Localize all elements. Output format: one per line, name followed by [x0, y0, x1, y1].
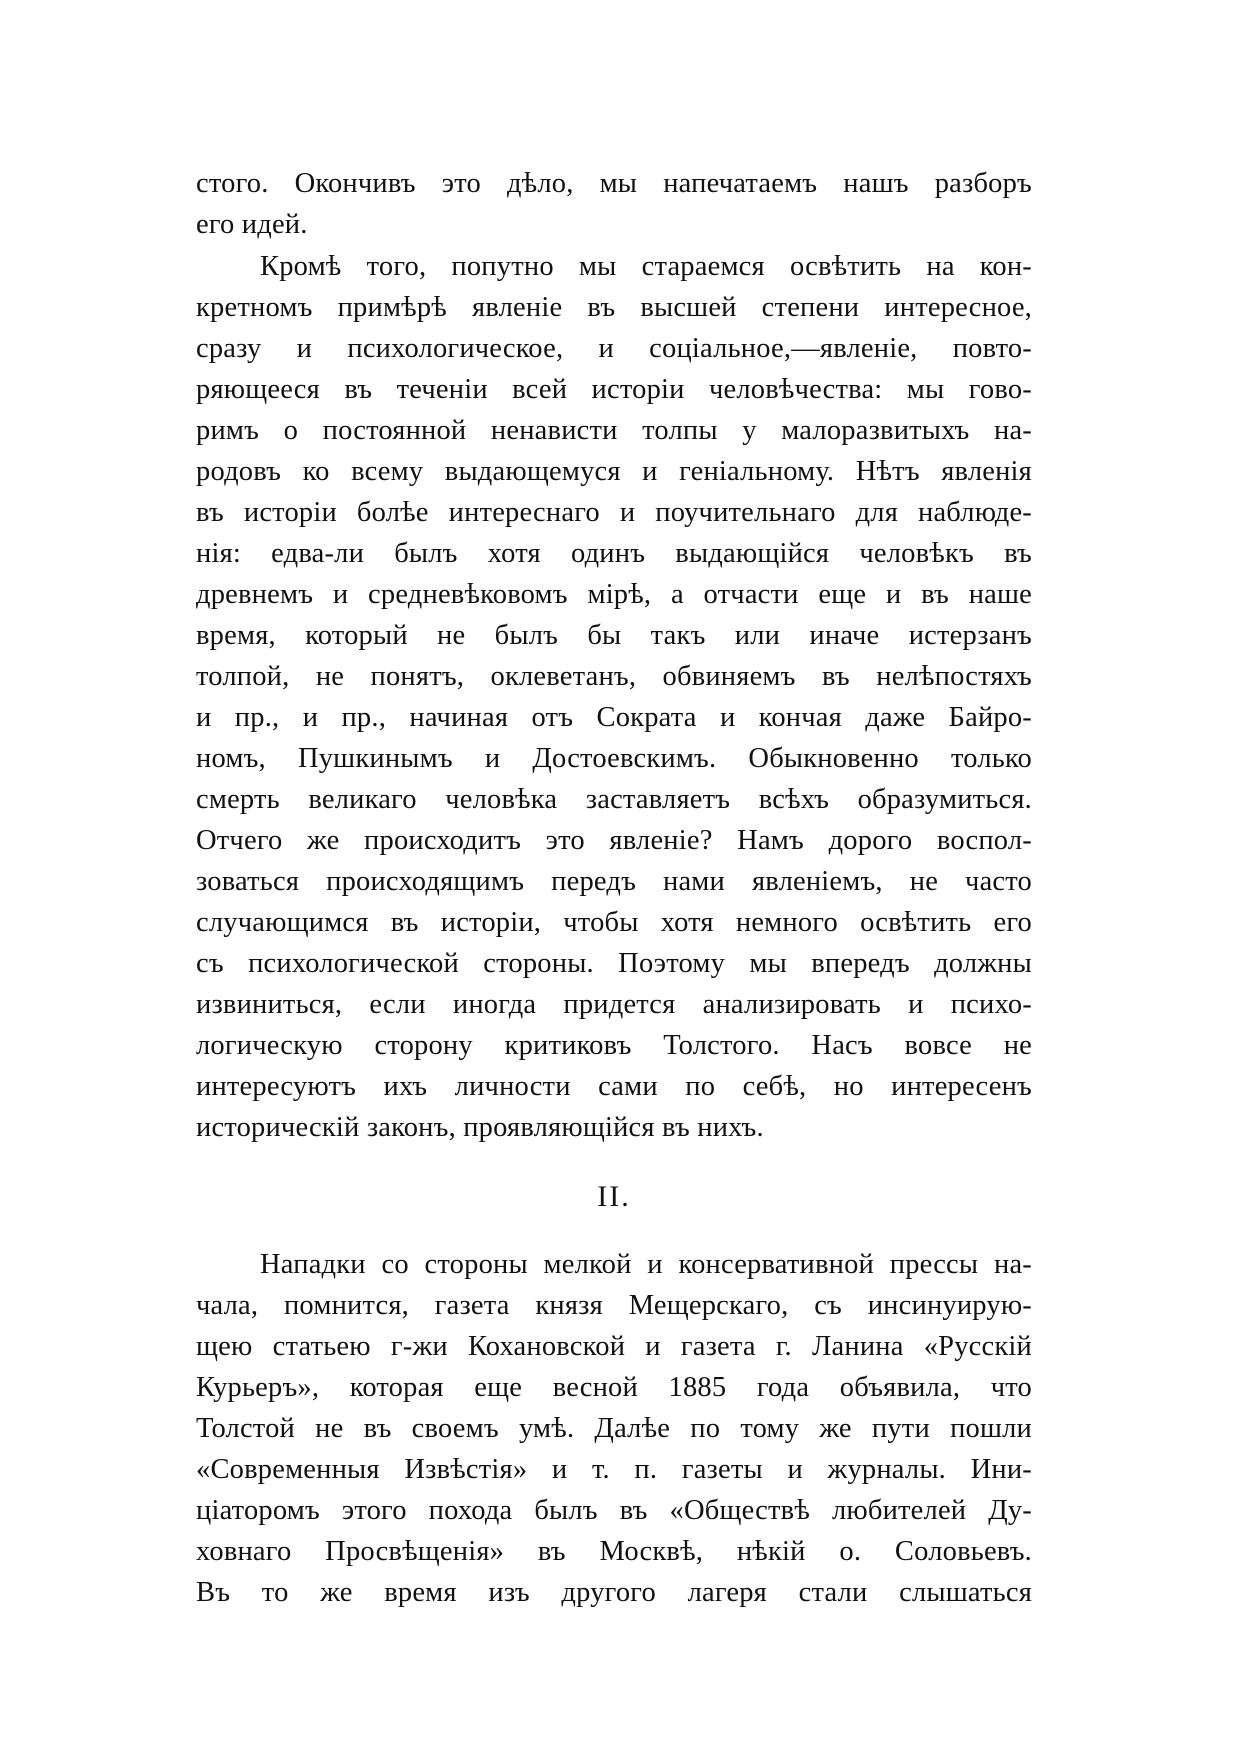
text-line: съ психологической стороны. Поэтому мы впередъ должны — [196, 948, 1032, 979]
text-line: Курьеръ», которая еще весной 1885 года объявила, что — [196, 1372, 1032, 1403]
text-line: римъ о постоянной ненависти толпы у малоразвитыхъ на- — [196, 415, 1032, 446]
text-line: древнемъ и средневѣковомъ мірѣ, а отчасти еще и въ наше — [196, 579, 1032, 610]
text-line: Толстой не въ своемъ умѣ. Далѣе по тому же пути пошли — [196, 1413, 1032, 1444]
text-line: сразу и психологическое, и соціальное,—явленіе, повто- — [196, 333, 1032, 364]
text-line: и пр., и пр., начиная отъ Сократа и кончая даже Байро- — [196, 702, 1032, 733]
text-line: Въ то же время изъ другого лагеря стали слышаться — [196, 1577, 1032, 1608]
text-line: въ исторіи болѣе интереснаго и поучительнаго для наблюде- — [196, 497, 1032, 528]
text-line: ховнаго Просвѣщенія» въ Москвѣ, нѣкій о. Соловьевъ. — [196, 1536, 1032, 1567]
text-line: стого. Окончивъ это дѣло, мы напечатаемъ нашъ разборъ — [196, 168, 1032, 199]
paragraph-2 — [196, 1244, 1032, 1613]
text-line: случающимся въ исторіи, чтобы хотя немного освѣтить его — [196, 907, 1032, 938]
text-line: ціаторомъ этого похода былъ въ «Обществѣ любителей Ду- — [196, 1495, 1032, 1526]
text-line: его идей. — [196, 209, 308, 240]
text-line: родовъ ко всему выдающемуся и геніальному. Нѣтъ явленія — [196, 456, 1032, 487]
text-line: зоваться происходящимъ передъ нами явленіемъ, не часто — [196, 866, 1032, 897]
text-line: Кромѣ того, попутно мы стараемся освѣтить на кон- — [260, 251, 1032, 282]
text-line: Отчего же происходитъ это явленіе? Намъ дорого воспол- — [196, 825, 1032, 856]
text-line: ряющееся въ теченіи всей исторіи человѣчества: мы гово- — [196, 374, 1032, 405]
text-line: толпой, не понятъ, оклеветанъ, обвиняемъ въ нелѣпостяхъ — [196, 661, 1032, 692]
text-line: чала, помнится, газета князя Мещерскаго, съ инсинуирую- — [196, 1290, 1032, 1321]
text-line: историческій законъ, проявляющійся въ нихъ. — [196, 1112, 764, 1143]
text-line: кретномъ примѣрѣ явленіе въ высшей степени интересное, — [196, 292, 1032, 323]
text-line: нія: едва-ли былъ хотя одинъ выдающійся человѣкъ въ — [196, 538, 1032, 569]
section-heading: II. — [597, 1180, 631, 1213]
text-line: Нападки со стороны мелкой и консервативной прессы на- — [260, 1249, 1032, 1280]
text-line: время, который не былъ бы такъ или иначе истерзанъ — [196, 620, 1032, 651]
text-line: номъ, Пушкинымъ и Достоевскимъ. Обыкновенно только — [196, 743, 1032, 774]
text-line: смерть великаго человѣка заставляетъ всѣхъ образумиться. — [196, 784, 1032, 815]
paragraph-1 — [196, 246, 1032, 1148]
text-line: щею статьею г-жи Кохановской и газета г. Ланина «Русскій — [196, 1331, 1032, 1362]
text-line: «Современныя Извѣстія» и т. п. газеты и журналы. Ини- — [196, 1454, 1032, 1485]
text-line: извиниться, если иногда придется анализировать и психо- — [196, 989, 1032, 1020]
text-line: логическую сторону критиковъ Толстого. Насъ вовсе не — [196, 1030, 1032, 1061]
continuation-paragraph — [196, 163, 1032, 245]
text-line: интересуютъ ихъ личности сами по себѣ, но интересенъ — [196, 1071, 1032, 1102]
